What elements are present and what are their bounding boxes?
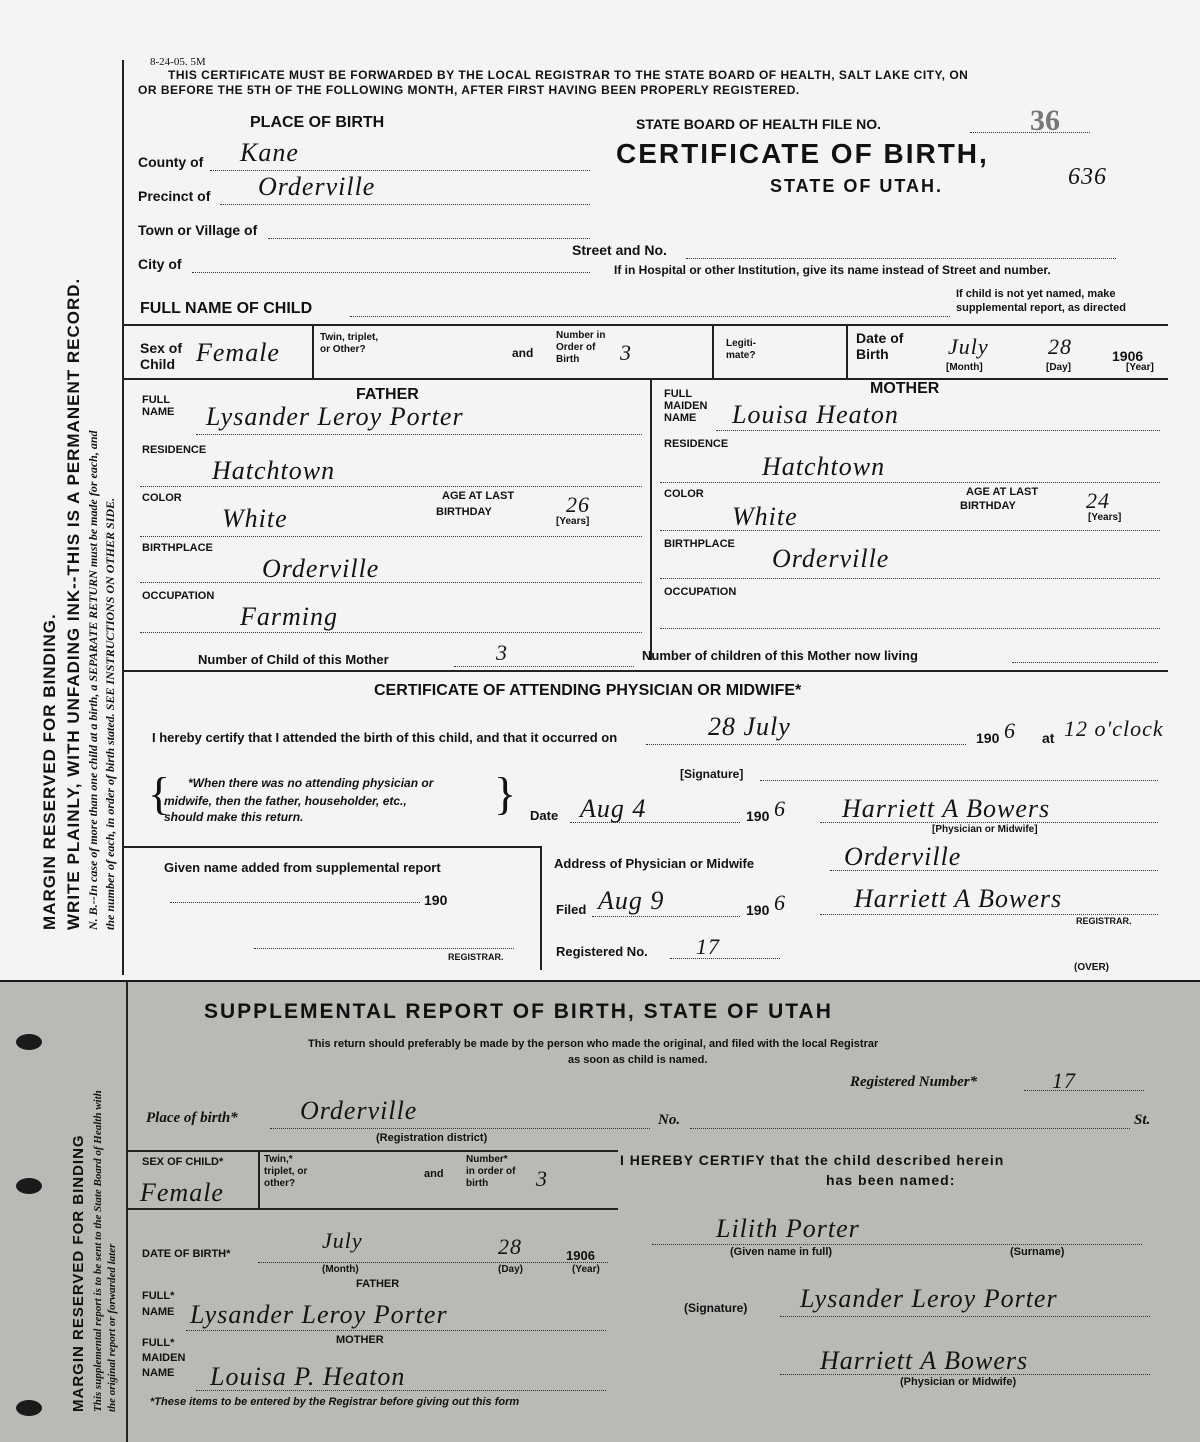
physician-signature-line: [820, 822, 1158, 823]
supp-margin-binding-text: MARGIN RESERVED FOR BINDING: [70, 1134, 87, 1412]
mother-color-label: COLOR: [664, 488, 704, 500]
city-label: City of: [138, 256, 182, 272]
supp-certify-line-2: has been named:: [826, 1172, 956, 1188]
hospital-note: If in Hospital or other Institution, give its name instead of Street and number.: [614, 263, 1051, 277]
father-full-name-label: FULL NAME: [142, 394, 175, 418]
punch-hole: [16, 1400, 42, 1416]
rule: [124, 324, 1168, 326]
child-number-label: Number of Child of this Mother: [198, 652, 389, 667]
sex-value: Female: [196, 338, 280, 367]
bracket: {: [148, 768, 171, 819]
father-color-label: COLOR: [142, 492, 182, 504]
rule: [540, 846, 542, 970]
supp-dob-label: DATE OF BIRTH*: [142, 1248, 231, 1260]
mother-occupation-line: [660, 628, 1160, 629]
supp-certify-line-1: I HEREBY CERTIFY that the child described herein: [620, 1152, 1005, 1168]
supp-physician-signature: Harriett A Bowers: [820, 1346, 1029, 1375]
supp-dob-year: 1906: [566, 1248, 595, 1263]
not-named-note-1: If child is not yet named, make: [956, 288, 1116, 300]
registered-no-label: Registered No.: [556, 944, 648, 959]
supp-sex-value: Female: [140, 1178, 224, 1207]
street-line: [686, 258, 1116, 259]
living-label: Number of children of this Mother now living: [642, 648, 918, 663]
supp-signature-label: (Signature): [684, 1301, 748, 1315]
given-name-label: Given name added from supplemental report: [164, 860, 441, 875]
father-age-label-2: BIRTHDAY: [436, 506, 492, 518]
supp-note-2: as soon as child is named.: [568, 1054, 708, 1066]
town-line: [268, 238, 590, 239]
at-label: at: [1042, 730, 1055, 746]
rule: [258, 1152, 260, 1208]
punch-hole: [16, 1034, 42, 1050]
father-residence: Hatchtown: [212, 456, 336, 485]
mother-full-maiden-label: FULL MAIDEN NAME: [664, 388, 708, 424]
sex-label: Sex of Child: [140, 340, 183, 372]
instruction-line-1: THIS CERTIFICATE MUST BE FORWARDED BY THE LOCAL REGISTRAR TO THE STATE BOARD OF HEALTH, SALT LAKE CITY, ON: [168, 68, 969, 82]
supp-st-label: St.: [1134, 1112, 1151, 1128]
mother-name: Louisa Heaton: [732, 400, 899, 429]
mother-years-label: [Years]: [1088, 512, 1122, 523]
file-no-label: STATE BOARD OF HEALTH FILE NO.: [636, 116, 881, 132]
father-occupation-line: [140, 632, 642, 633]
supp-dob-line: [258, 1262, 608, 1263]
filed-year: 190: [746, 902, 770, 918]
mother-birthplace-label: BIRTHPLACE: [664, 538, 735, 550]
no-physician-note-1: *When there was no attending physician or: [188, 776, 434, 790]
rule: [128, 1208, 618, 1210]
given-registrar-line: [254, 948, 514, 949]
instruction-line-2: OR BEFORE THE 5TH OF THE FOLLOWING MONTH, AFTER FIRST HAVING BEEN PROPERLY REGISTERED.: [138, 83, 800, 97]
supp-dob-day: 28: [498, 1234, 522, 1259]
rule: [128, 1150, 618, 1152]
registered-no-line: [670, 958, 780, 959]
full-name-label: FULL NAME OF CHILD: [140, 300, 313, 317]
dob-day-label: [Day]: [1046, 362, 1072, 373]
city-line: [192, 272, 590, 273]
supp-dob-month: July: [322, 1228, 363, 1253]
mother-residence-line: [660, 482, 1160, 483]
supp-given-name-label: (Given name in full): [730, 1246, 833, 1258]
dob-year-label: [Year]: [1126, 362, 1154, 373]
supp-child-name-line: [652, 1244, 1142, 1245]
supp-signature-value: Lysander Leroy Porter: [800, 1284, 1058, 1313]
father-birthplace-line: [140, 582, 642, 583]
supp-title: SUPPLEMENTAL REPORT OF BIRTH, STATE OF UTAH: [204, 1000, 833, 1023]
father-residence-label: RESIDENCE: [142, 444, 207, 456]
punch-hole: [16, 1178, 42, 1194]
precinct-value: Orderville: [258, 172, 376, 201]
dob-month: July: [948, 334, 989, 359]
occurred-date: 28 July: [708, 712, 791, 741]
signature-label: [Signature]: [680, 767, 744, 781]
street-label: Street and No.: [572, 242, 667, 258]
supp-physician-line: [780, 1374, 1150, 1375]
place-of-birth-label: PLACE OF BIRTH: [250, 114, 385, 131]
supp-registered-number-line: [1024, 1090, 1144, 1091]
given-year: 190: [424, 892, 448, 908]
dob-month-label: [Month]: [946, 362, 983, 373]
date-label: Date: [530, 808, 559, 823]
registrar-signature-line: [820, 914, 1158, 915]
physician-or-midwife-label: [Physician or Midwife]: [932, 824, 1038, 835]
father-residence-line: [140, 486, 642, 487]
registrar-label: REGISTRAR.: [1076, 916, 1132, 926]
supp-order-label: Number* in order of birth: [466, 1154, 516, 1189]
mother-residence: Hatchtown: [762, 452, 886, 481]
supp-physician-label: (Physician or Midwife): [900, 1376, 1017, 1388]
physician-header: CERTIFICATE OF ATTENDING PHYSICIAN OR MIDWIFE*: [374, 682, 802, 699]
mother-birthplace: Orderville: [772, 544, 890, 573]
legit-label: Legiti-mate?: [726, 338, 756, 361]
supp-year-label: (Year): [572, 1264, 600, 1275]
father-birthplace: Orderville: [262, 554, 380, 583]
supp-father-name: Lysander Leroy Porter: [190, 1300, 448, 1329]
supp-child-name: Lilith Porter: [716, 1214, 860, 1243]
precinct-line: [220, 204, 590, 205]
rule: [124, 670, 1168, 672]
father-occupation-label: OCCUPATION: [142, 590, 215, 602]
supp-signature-line: [780, 1316, 1150, 1317]
state-number: 636: [1068, 164, 1107, 190]
father-birthplace-label: BIRTHPLACE: [142, 542, 213, 554]
supp-twin-label: Twin,* triplet, or other?: [264, 1154, 308, 1189]
supp-registered-number-label: Registered Number*: [850, 1074, 978, 1090]
margin-rule: [122, 60, 124, 975]
address-label: Address of Physician or Midwife: [554, 856, 755, 871]
date-year-digit: 6: [774, 796, 786, 821]
no-physician-note-3: should make this return.: [164, 810, 304, 824]
physician-signature: Harriett A Bowers: [842, 794, 1051, 823]
date-value: Aug 4: [580, 794, 647, 823]
registered-no-value: 17: [696, 934, 720, 959]
mother-color-line: [660, 530, 1160, 531]
certificate-title: CERTIFICATE OF BIRTH,: [616, 138, 989, 169]
certify-text: I hereby certify that I attended the birth of this child, and that it occurred on: [152, 730, 618, 745]
supp-note-1: This return should preferably be made by the person who made the original, and filed with the local Registrar: [308, 1038, 879, 1050]
supp-surname-label: (Surname): [1010, 1246, 1065, 1258]
mother-color: White: [732, 502, 798, 531]
supp-place-line: [270, 1128, 650, 1129]
given-registrar-label: REGISTRAR.: [448, 952, 504, 962]
not-named-note-2: supplemental report, as directed: [956, 302, 1126, 314]
certificate-subtitle: STATE OF UTAH.: [770, 176, 943, 196]
rule: [650, 380, 652, 660]
father-years-label: [Years]: [556, 516, 590, 527]
father-header: FATHER: [356, 386, 419, 403]
county-line: [210, 170, 590, 171]
supp-mother-name: Louisa P. Heaton: [210, 1362, 406, 1391]
margin-instructions-text: the number of each, in order of birth stated. SEE INSTRUCTIONS ON OTHER SIDE.: [103, 497, 117, 930]
occurred-year: 190: [976, 730, 1000, 746]
supp-sex-label: SEX OF CHILD*: [142, 1156, 224, 1168]
supp-place-value: Orderville: [300, 1096, 418, 1125]
and-label: and: [512, 346, 534, 360]
form-code: 8-24-05. 5M: [150, 56, 206, 68]
precinct-label: Precinct of: [138, 188, 211, 204]
mother-header: MOTHER: [870, 380, 940, 397]
margin-permanent-text: WRITE PLAINLY, WITH UNFADING INK--THIS IS A PERMANENT RECORD.: [64, 277, 83, 930]
supp-day-label: (Day): [498, 1264, 524, 1275]
supp-reg-district-label: (Registration district): [376, 1132, 488, 1144]
living-line: [1012, 662, 1158, 663]
rule: [124, 846, 540, 848]
supp-place-label: Place of birth*: [146, 1110, 238, 1126]
supp-father-header: FATHER: [356, 1278, 400, 1290]
file-no-value: 36: [1030, 104, 1060, 137]
supp-margin-note-1: This supplemental report is to be sent to the State Board of Health with: [92, 1090, 104, 1412]
order-label: Number in Order of Birth: [556, 330, 606, 365]
supp-maiden-label: FULL* MAIDEN NAME: [142, 1337, 186, 1379]
given-name-line: [170, 902, 420, 903]
supp-full-name-label: FULL* NAME: [142, 1290, 175, 1318]
signature-line: [760, 780, 1158, 781]
dob-year: 1906: [1112, 348, 1144, 364]
rule: [712, 326, 714, 378]
order-value: 3: [620, 340, 632, 365]
mother-residence-label: RESIDENCE: [664, 438, 729, 450]
town-label: Town or Village of: [138, 222, 258, 238]
supplemental-report: [0, 982, 1200, 1442]
dob-label: Date of Birth: [856, 330, 904, 362]
occurred-year-digit: 6: [1004, 718, 1016, 743]
supp-registered-number-value: 17: [1052, 1068, 1076, 1093]
county-label: County of: [138, 154, 204, 170]
supp-margin-note-2: the original report or forwarded later: [106, 1243, 118, 1412]
mother-occupation-label: OCCUPATION: [664, 586, 737, 598]
rule: [312, 326, 314, 378]
child-number-value: 3: [496, 640, 508, 665]
supp-month-label: (Month): [322, 1264, 359, 1275]
margin-binding-text: MARGIN RESERVED FOR BINDING.: [40, 613, 59, 930]
father-name-line: [196, 434, 642, 435]
father-color-line: [140, 536, 642, 537]
filed-label: Filed: [556, 902, 587, 917]
bracket: }: [494, 768, 517, 819]
over-label: (OVER): [1074, 962, 1109, 973]
supp-mother-header: MOTHER: [336, 1334, 384, 1346]
mother-age-label-2: BIRTHDAY: [960, 500, 1016, 512]
supp-father-line: [186, 1330, 606, 1331]
dob-day: 28: [1048, 334, 1072, 359]
occurred-line: [646, 744, 966, 745]
county-value: Kane: [240, 138, 299, 167]
rule: [124, 378, 1168, 380]
mother-birthplace-line: [660, 578, 1160, 579]
child-number-line: [454, 666, 634, 667]
margin-rule: [126, 982, 128, 1442]
father-age-label-1: AGE AT LAST: [442, 490, 515, 502]
filed-year-digit: 6: [774, 890, 786, 915]
margin-nb-text: N. B.--In case of more than one child at a birth, a SEPARATE RETURN must be made for each, and: [86, 430, 100, 930]
filed-value: Aug 9: [598, 886, 665, 915]
rule: [846, 326, 848, 378]
father-color: White: [222, 504, 288, 533]
mother-name-line: [716, 430, 1160, 431]
twin-label: Twin, triplet, or Other?: [320, 332, 379, 355]
father-occupation: Farming: [240, 602, 338, 631]
date-year: 190: [746, 808, 770, 824]
registrar-signature: Harriett A Bowers: [854, 884, 1063, 913]
father-age: 26: [566, 492, 590, 517]
mother-age-label-1: AGE AT LAST: [966, 486, 1039, 498]
supp-order-value: 3: [536, 1166, 548, 1191]
occurred-time: 12 o'clock: [1064, 716, 1164, 741]
supp-footnote: *These items to be entered by the Registrar before giving out this form: [150, 1396, 520, 1408]
supp-and-label: and: [424, 1168, 444, 1180]
supp-no-line: [690, 1128, 1130, 1129]
filed-line: [592, 916, 740, 917]
address-value: Orderville: [844, 842, 962, 871]
no-physician-note-2: midwife, then the father, householder, etc.,: [164, 794, 407, 808]
father-name: Lysander Leroy Porter: [206, 402, 464, 431]
full-name-line: [350, 316, 950, 317]
supp-mother-line: [196, 1390, 606, 1391]
supp-no-label: No.: [658, 1112, 681, 1128]
mother-age: 24: [1086, 488, 1110, 513]
